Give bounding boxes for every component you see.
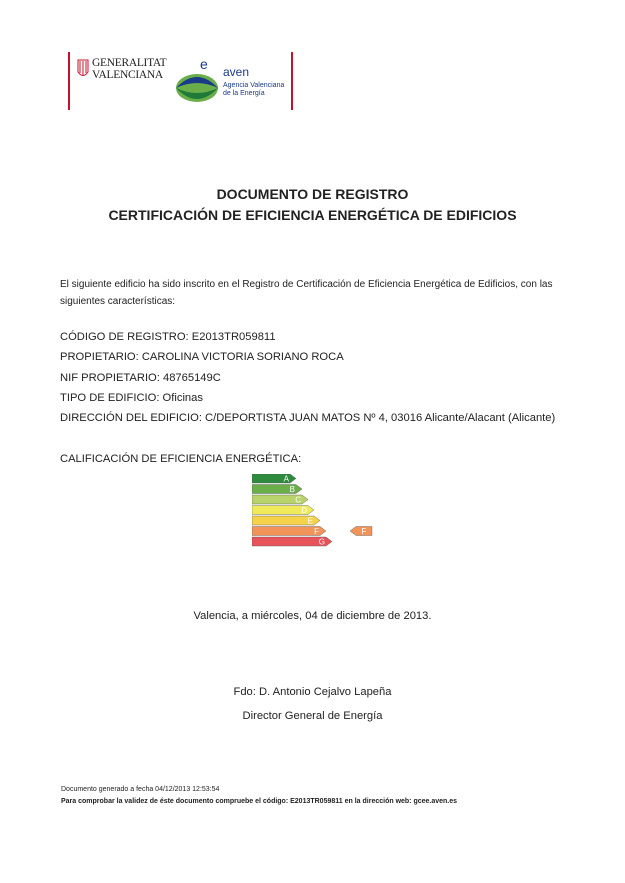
document-title: DOCUMENTO DE REGISTRO — [216, 186, 409, 202]
registration-code: CÓDIGO DE REGISTRO: E2013TR059811 — [60, 331, 276, 343]
rating-letter: A — [283, 474, 289, 484]
document-subtitle: CERTIFICACIÓN DE EFICIENCIA ENERGÉTICA DE EDIFICIOS — [108, 207, 517, 223]
rating-letter: F — [314, 527, 319, 536]
intro-paragraph: El siguiente edificio ha sido inscrito en el Registro de Certificación de Eficiencia Energética de Edificios, con las siguientes características: — [60, 279, 553, 307]
energy-rating-scale — [252, 474, 392, 564]
rating-label: CALIFICACIÓN DE EFICIENCIA ENERGÉTICA: — [60, 453, 302, 465]
rating-arrow-c — [252, 495, 308, 505]
rating-letter: E — [307, 516, 313, 526]
aven-agency-line1: Agencia Valenciana — [223, 82, 285, 89]
rating-letter: G — [318, 537, 325, 547]
aven-name: aven — [223, 65, 250, 79]
aven-globe-icon — [174, 70, 220, 106]
selected-rating-letter: F — [361, 527, 367, 536]
gv-name-line2: VALENCIANA — [92, 69, 163, 81]
signatory-name: Fdo: D. Antonio Cejalvo Lapeña — [233, 686, 392, 698]
rating-letter: D — [301, 506, 307, 515]
aven-e-mark: e — [200, 56, 208, 72]
rating-arrow-g — [252, 537, 332, 547]
generated-timestamp: Documento generado a fecha 04/12/2013 12:53:54 — [61, 786, 220, 793]
rating-letter: B — [289, 485, 295, 494]
owner-nif: NIF PROPIETARIO: 48765149C — [60, 372, 221, 384]
selected-rating-indicator — [350, 527, 372, 537]
place-and-date: Valencia, a miércoles, 04 de diciembre de 2013. — [193, 610, 432, 622]
building-type: TIPO DE EDIFICIO: Oficinas — [60, 392, 203, 404]
verification-note: Para comprobar la validez de éste documento compruebe el código: E2013TR059811 en la dirección web: gcee.aven.es — [61, 798, 458, 805]
owner-name: PROPIETARIO: CAROLINA VICTORIA SORIANO ROCA — [60, 351, 344, 363]
rating-arrow-a — [252, 474, 296, 484]
rating-letter: C — [295, 495, 301, 505]
aven-logo — [170, 52, 295, 110]
generalitat-valenciana-logo — [68, 52, 168, 110]
logo-divider — [291, 52, 293, 110]
signatory-title: Director General de Energía — [242, 710, 383, 722]
gv-department-subtitle — [92, 84, 168, 96]
rating-arrow-b — [252, 485, 302, 495]
gv-name-line1: GENERALITAT — [92, 57, 167, 69]
rating-arrow-d — [252, 506, 314, 516]
rating-arrow-f — [252, 527, 326, 537]
rating-arrow-e — [252, 516, 320, 526]
logo-divider — [68, 52, 70, 110]
building-address: DIRECCIÓN DEL EDIFICIO: C/DEPORTISTA JUAN MATOS Nº 4, 03016 Alicante/Alacant (Alicante) — [60, 412, 556, 424]
coat-of-arms-icon — [76, 58, 90, 80]
aven-agency-line2: de la Energía — [223, 90, 265, 97]
